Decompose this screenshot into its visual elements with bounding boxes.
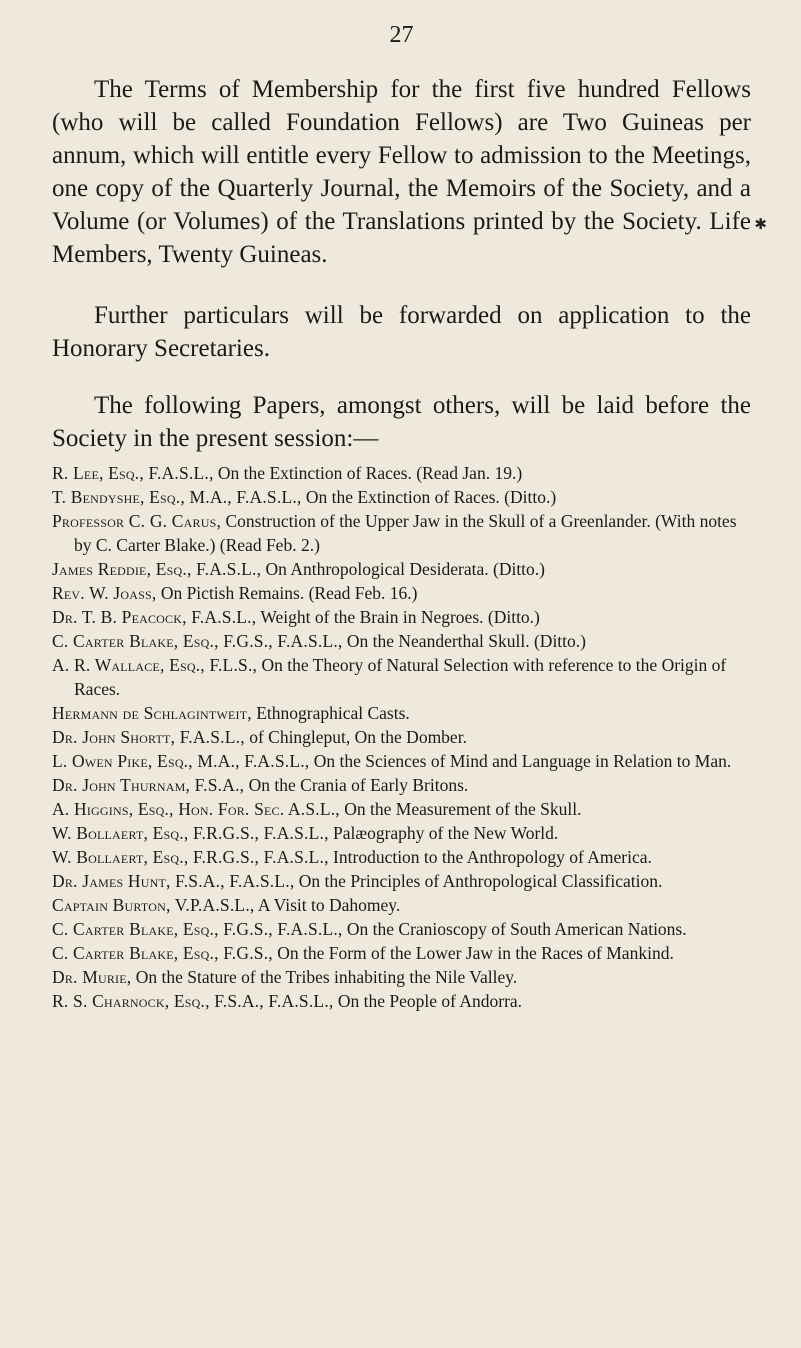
paper-entry	[52, 821, 751, 845]
paper-entry	[52, 701, 751, 725]
paper-title: Ethnographical Casts.	[251, 703, 410, 723]
paper-author: Dr. Murie,	[52, 967, 132, 987]
paper-entry	[52, 941, 751, 965]
paper-title: On the Extinction of Races. (Read Jan. 19.)	[213, 463, 523, 483]
paper-author: Hermann de Schlagintweit,	[52, 703, 252, 723]
paper-author: James Reddie, Esq., F.A.S.L.,	[52, 559, 262, 579]
paper-title: On the Measurement of the Skull.	[339, 799, 582, 819]
particulars-paragraph: Further particulars will be forwarded on application to the Honorary Secretaries.	[52, 302, 751, 362]
paper-entry	[52, 797, 751, 821]
paper-title: On the Principles of Anthropological Classification.	[294, 871, 663, 891]
paper-entry	[52, 917, 751, 941]
paper-author: T. Bendyshe, Esq., M.A., F.A.S.L.,	[52, 487, 302, 507]
paper-title: On the Neanderthal Skull. (Ditto.)	[342, 631, 586, 651]
paper-title: On the Sciences of Mind and Language in Relation to Man.	[309, 751, 732, 771]
paper-title: Weight of the Brain in Negroes. (Ditto.)	[256, 607, 540, 627]
paper-title: A Visit to Dahomey.	[254, 895, 401, 915]
paper-author: W. Bollaert, Esq., F.R.G.S., F.A.S.L.,	[52, 847, 329, 867]
paper-author: Captain Burton, V.P.A.S.L.,	[52, 895, 255, 915]
paper-author: C. Carter Blake, Esq., F.G.S.,	[52, 943, 273, 963]
paper-author: Dr. John Thurnam, F.S.A.,	[52, 775, 245, 795]
paper-title: On the Cranioscopy of South American Nations.	[342, 919, 687, 939]
paper-author: Dr. John Shortt, F.A.S.L.,	[52, 727, 245, 747]
paper-entry	[52, 485, 751, 509]
paper-entry	[52, 725, 751, 749]
paper-entry	[52, 461, 751, 485]
paper-title: On the Form of the Lower Jaw in the Races of Mankind.	[272, 943, 674, 963]
paper-entry	[52, 605, 751, 629]
paper-title: On Anthropological Desiderata. (Ditto.)	[261, 559, 545, 579]
paper-entry	[52, 893, 751, 917]
paper-title: On the People of Andorra.	[333, 991, 523, 1011]
paper-author: Dr. T. B. Peacock, F.A.S.L.,	[52, 607, 257, 627]
paper-entry	[52, 581, 751, 605]
paper-entry	[52, 557, 751, 581]
paper-title: On the Stature of the Tribes inhabiting the Nile Valley.	[131, 967, 518, 987]
paper-author: Professor C. G. Carus,	[52, 511, 222, 531]
paper-entry	[52, 845, 751, 869]
paper-author: R. S. Charnock, Esq., F.S.A., F.A.S.L.,	[52, 991, 334, 1011]
paper-title: On the Theory of Natural Selection with reference to the Origin of Races.	[74, 655, 727, 699]
paper-entry	[52, 509, 751, 557]
paper-title: Introduction to the Anthropology of America.	[328, 847, 652, 867]
paper-author: C. Carter Blake, Esq., F.G.S., F.A.S.L.,	[52, 631, 343, 651]
paper-entry	[52, 749, 751, 773]
paper-entry	[52, 989, 751, 1013]
paper-author: L. Owen Pike, Esq., M.A., F.A.S.L.,	[52, 751, 310, 771]
paper-author: A. Higgins, Esq., Hon. For. Sec. A.S.L.,	[52, 799, 340, 819]
paper-author: W. Bollaert, Esq., F.R.G.S., F.A.S.L.,	[52, 823, 329, 843]
paper-author: A. R. Wallace, Esq., F.L.S.,	[52, 655, 258, 675]
paper-entry	[52, 629, 751, 653]
paper-title: Construction of the Upper Jaw in the Skull of a Greenlander. (With notes by C. Carter Blake.) (Read Feb. 2.)	[74, 511, 737, 555]
margin-marker: ✱	[754, 217, 767, 233]
paper-author: C. Carter Blake, Esq., F.G.S., F.A.S.L.,	[52, 919, 343, 939]
paper-author: Dr. James Hunt, F.S.A., F.A.S.L.,	[52, 871, 295, 891]
paper-title: On the Crania of Early Britons.	[244, 775, 469, 795]
paper-entry	[52, 965, 751, 989]
paper-entry	[52, 773, 751, 797]
paper-title: Palæography of the New World.	[328, 823, 559, 843]
paper-author: Rev. W. Joass,	[52, 583, 157, 603]
paper-entry	[52, 653, 751, 701]
papers-intro-paragraph: The following Papers, amongst others, will be laid before the Society in the present session:—	[52, 392, 751, 452]
paper-entry	[52, 869, 751, 893]
page-number: 27	[389, 22, 414, 48]
papers-list	[52, 461, 751, 1013]
paper-title: of Chingleput, On the Domber.	[244, 727, 467, 747]
membership-terms-paragraph: The Terms of Membership for the first five hundred Fellows (who will be called Foundation Fellows) are Two Guineas per annum, which will entitle every Fellow to admission to the Meetings, one copy of the Quarterly Journal, the Memoirs of the Society, and a Volume (or Volumes) of the Translations printed by the Society. Life Members, Twenty Guineas.	[52, 76, 751, 268]
paper-author: R. Lee, Esq., F.A.S.L.,	[52, 463, 214, 483]
paper-title: On the Extinction of Races. (Ditto.)	[301, 487, 557, 507]
paper-title: On Pictish Remains. (Read Feb. 16.)	[156, 583, 418, 603]
